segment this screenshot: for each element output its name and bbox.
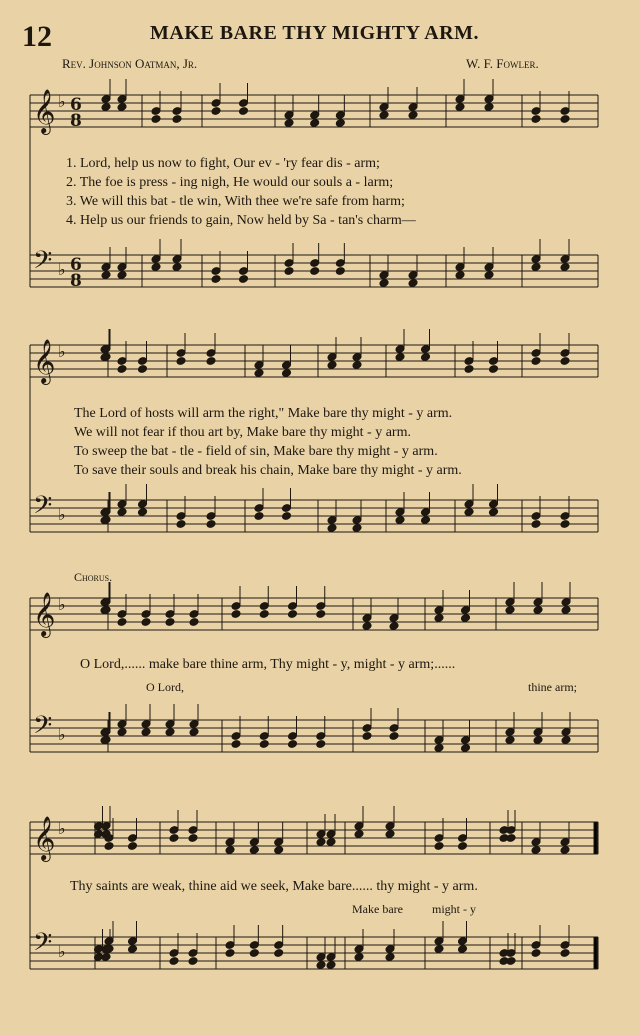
note-head (561, 736, 571, 745)
note-head (506, 957, 516, 966)
final-line: Thy saints are weak, thine aid we seek, Make bare...... thy might - y arm. (70, 879, 478, 894)
note-head (379, 279, 389, 288)
note-head (395, 516, 405, 525)
note-head (127, 842, 137, 851)
note-head (316, 610, 326, 619)
note-head (531, 115, 541, 124)
note-head (104, 842, 114, 851)
refrain-line-1: The Lord of hosts will arm the right," Make bare thy might - y arm. (74, 406, 453, 421)
note-head (117, 365, 127, 374)
note-head (395, 353, 405, 362)
refrain-line-3: To sweep the bat - tle - field of sin, Make bare thy might - y arm. (74, 444, 438, 459)
note-head (127, 945, 137, 954)
note-head (362, 732, 372, 741)
note-head (101, 271, 111, 280)
note-head (274, 846, 284, 855)
note-head (326, 961, 336, 970)
note-head (354, 830, 364, 839)
final-barline (594, 937, 597, 969)
treble-clef-icon: 𝄞 (33, 339, 56, 383)
note-head (560, 357, 570, 366)
note-head (117, 618, 127, 627)
flat-icon: ♭ (58, 342, 66, 361)
note-head (316, 838, 326, 847)
note-head (457, 945, 467, 954)
note-head (249, 846, 259, 855)
note-head (326, 838, 336, 847)
note-head (117, 271, 127, 280)
bass-clef-icon: 𝄢 (33, 491, 53, 526)
note-head (137, 365, 147, 374)
treble-clef-icon: 𝄞 (33, 816, 56, 860)
note-head (211, 107, 221, 116)
flat-icon: ♭ (58, 505, 66, 524)
note-head (531, 949, 541, 958)
note-head (420, 516, 430, 525)
note-head (531, 846, 541, 855)
chorus-label: Chorus. (74, 570, 113, 584)
note-head (560, 263, 570, 272)
note-head (249, 949, 259, 958)
note-head (560, 115, 570, 124)
note-head (460, 744, 470, 753)
note-head (327, 361, 337, 370)
hymn-title: MAKE BARE THY MIGHTY ARM. (150, 22, 479, 44)
note-head (484, 271, 494, 280)
time-signature-bottom: 8 (70, 271, 82, 291)
note-head (287, 740, 297, 749)
note-head (225, 846, 235, 855)
verse-line-1: 1. Lord, help us now to fight, Our ev - 'ry fear dis - arm; (66, 156, 380, 171)
note-head (176, 357, 186, 366)
note-head (169, 834, 179, 843)
note-head (420, 353, 430, 362)
note-head (316, 740, 326, 749)
note-head (169, 957, 179, 966)
note-head (560, 949, 570, 958)
note-head (316, 961, 326, 970)
note-head (531, 520, 541, 529)
note-head (238, 107, 248, 116)
chorus-bass-o-lord: O Lord, (146, 680, 184, 694)
note-head (259, 610, 269, 619)
note-head (231, 610, 241, 619)
note-head (189, 728, 199, 737)
note-head (385, 953, 395, 962)
note-head (165, 728, 175, 737)
note-head (464, 508, 474, 517)
note-head (352, 361, 362, 370)
note-head (488, 508, 498, 517)
treble-clef-icon: 𝄞 (33, 592, 56, 636)
note-head (335, 267, 345, 276)
note-head (188, 957, 198, 966)
verse-line-2: 2. The foe is press - ing nigh, He would our souls a - larm; (66, 175, 394, 190)
note-head (231, 740, 241, 749)
note-head (335, 119, 345, 128)
note-head (389, 732, 399, 741)
note-head (310, 119, 320, 128)
note-head (408, 279, 418, 288)
flat-icon: ♭ (58, 260, 66, 279)
note-head (362, 622, 372, 631)
verse-line-3: 3. We will this bat - tle win, With thee we're safe from harm; (66, 194, 405, 209)
flat-icon: ♭ (58, 595, 66, 614)
note-head (408, 111, 418, 120)
final-mighty: might - y (432, 902, 476, 916)
note-head (385, 830, 395, 839)
note-head (560, 520, 570, 529)
lyricist-credit: Rev. Johnson Oatman, Jr. (62, 56, 198, 71)
note-head (505, 606, 515, 615)
note-head (434, 842, 444, 851)
note-head (484, 103, 494, 112)
note-head (281, 369, 291, 378)
note-head (457, 842, 467, 851)
composer-credit: W. F. Fowler. (466, 56, 539, 71)
note-head (225, 949, 235, 958)
note-head (206, 520, 216, 529)
flat-icon: ♭ (58, 725, 66, 744)
note-head (434, 945, 444, 954)
note-head (281, 512, 291, 521)
note-head (455, 271, 465, 280)
note-head (455, 103, 465, 112)
final-make-bare: Make bare (352, 902, 403, 916)
flat-icon: ♭ (58, 92, 66, 111)
verse-line-4: 4. Help us our friends to gain, Now held by Sa - tan's charm— (66, 213, 416, 228)
note-head (488, 365, 498, 374)
note-head (172, 115, 182, 124)
note-head (117, 728, 127, 737)
time-signature-bottom: 8 (70, 111, 82, 131)
note-head (464, 365, 474, 374)
note-head (117, 508, 127, 517)
note-head (176, 520, 186, 529)
note-head (284, 267, 294, 276)
note-head (533, 736, 543, 745)
note-head (151, 115, 161, 124)
note-head (560, 846, 570, 855)
note-head (137, 508, 147, 517)
note-head (354, 953, 364, 962)
note-head (561, 606, 571, 615)
note-head (189, 618, 199, 627)
chorus-line: O Lord,...... make bare thine arm, Thy might - y, might - y arm;...... (80, 657, 456, 672)
note-head (238, 275, 248, 284)
note-head (211, 275, 221, 284)
refrain-line-4: To save their souls and break his chain, Make bare thy might - y arm. (74, 463, 462, 478)
note-head (352, 524, 362, 533)
note-head (287, 610, 297, 619)
note-head (172, 263, 182, 272)
note-head (379, 111, 389, 120)
note-head (284, 119, 294, 128)
time-signature-top: 6 (70, 95, 82, 115)
note-head (165, 618, 175, 627)
note-head (151, 263, 161, 272)
note-head (141, 728, 151, 737)
note-head (188, 834, 198, 843)
note-head (327, 524, 337, 533)
note-head (101, 103, 111, 112)
note-head (117, 103, 127, 112)
note-head (259, 740, 269, 749)
note-head (206, 357, 216, 366)
note-head (460, 614, 470, 623)
bass-clef-icon: 𝄢 (33, 928, 53, 963)
note-head (506, 834, 516, 843)
refrain-line-2: We will not fear if thou art by, Make bare thy might - y arm. (74, 425, 411, 440)
note-head (434, 744, 444, 753)
note-head (434, 614, 444, 623)
bass-clef-icon: 𝄢 (33, 246, 53, 281)
flat-icon: ♭ (58, 942, 66, 961)
note-head (389, 622, 399, 631)
note-head (274, 949, 284, 958)
note-head (254, 512, 264, 521)
flat-icon: ♭ (58, 819, 66, 838)
final-barline (594, 822, 597, 854)
note-head (531, 263, 541, 272)
note-head (533, 606, 543, 615)
page-number: 12 (22, 20, 52, 53)
bass-clef-icon: 𝄢 (33, 711, 53, 746)
time-signature-top: 6 (70, 255, 82, 275)
note-head (141, 618, 151, 627)
note-head (531, 357, 541, 366)
note-head (310, 267, 320, 276)
treble-clef-icon: 𝄞 (33, 89, 56, 133)
chorus-bass-thine-arm: thine arm; (528, 680, 577, 694)
note-head (254, 369, 264, 378)
note-head (505, 736, 515, 745)
